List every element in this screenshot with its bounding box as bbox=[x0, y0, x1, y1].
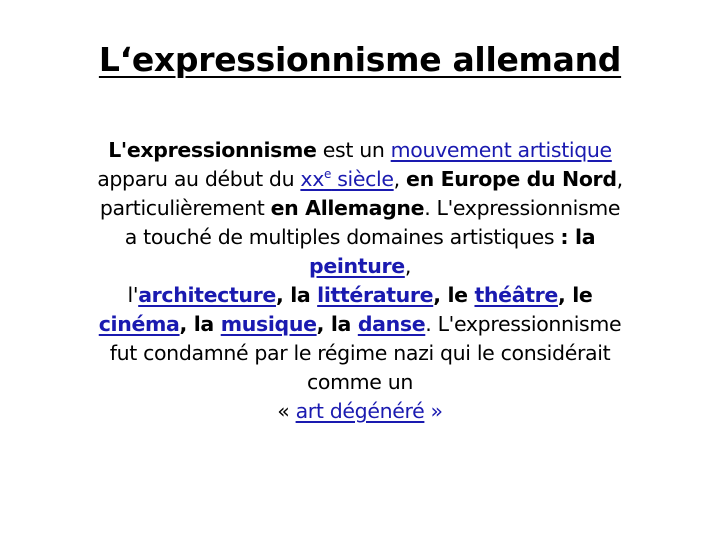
text-segment-bold: , la bbox=[316, 312, 358, 336]
text-segment-bold: , la bbox=[275, 283, 318, 307]
body-paragraph bbox=[96, 136, 624, 426]
link-peinture[interactable]: peinture bbox=[309, 254, 405, 278]
slide-title bbox=[0, 40, 720, 79]
link-musique[interactable]: musique bbox=[220, 312, 317, 336]
century-word: siècle bbox=[331, 167, 394, 191]
term-expressionnisme: L'expressionnisme bbox=[108, 138, 317, 162]
text-segment: l' bbox=[127, 283, 139, 307]
quote-open: « bbox=[277, 399, 296, 423]
text-segment: , bbox=[404, 254, 411, 278]
link-art-degenere[interactable]: art dégénéré bbox=[295, 399, 425, 423]
text-segment: . L'expressionnisme fut condamné par le régime nazi qui le considérait comme un bbox=[109, 312, 622, 394]
text-segment-bold: , la bbox=[179, 312, 221, 336]
link-mouvement-artistique[interactable]: mouvement artistique bbox=[390, 138, 612, 162]
link-theatre[interactable]: théâtre bbox=[474, 283, 558, 307]
text-segment-bold: , le bbox=[557, 283, 593, 307]
century-superscript: e bbox=[323, 167, 332, 182]
text-segment-bold: , le bbox=[433, 283, 475, 307]
term-en-allemagne: en Allemagne bbox=[270, 196, 425, 220]
term-europe-du-nord: en Europe du Nord bbox=[406, 167, 617, 191]
quote-close: » bbox=[424, 399, 443, 423]
link-cinema[interactable]: cinéma bbox=[98, 312, 180, 336]
text-segment: . L'expressionnisme a touché de multiples domaines artistiques bbox=[124, 196, 621, 249]
link-litterature[interactable]: littérature bbox=[317, 283, 434, 307]
text-segment: apparu au début du bbox=[97, 167, 301, 191]
link-xxe-siecle[interactable] bbox=[300, 167, 393, 191]
link-danse[interactable]: danse bbox=[357, 312, 426, 336]
century-numeral: xx bbox=[300, 167, 324, 191]
link-architecture[interactable]: architecture bbox=[138, 283, 276, 307]
slide-title-text: L‘expressionnisme allemand bbox=[98, 40, 622, 79]
text-segment: est un bbox=[316, 138, 391, 162]
text-segment: , particulièrement bbox=[99, 167, 623, 220]
text-segment-bold: : la bbox=[560, 225, 596, 249]
text-segment: , bbox=[393, 167, 407, 191]
